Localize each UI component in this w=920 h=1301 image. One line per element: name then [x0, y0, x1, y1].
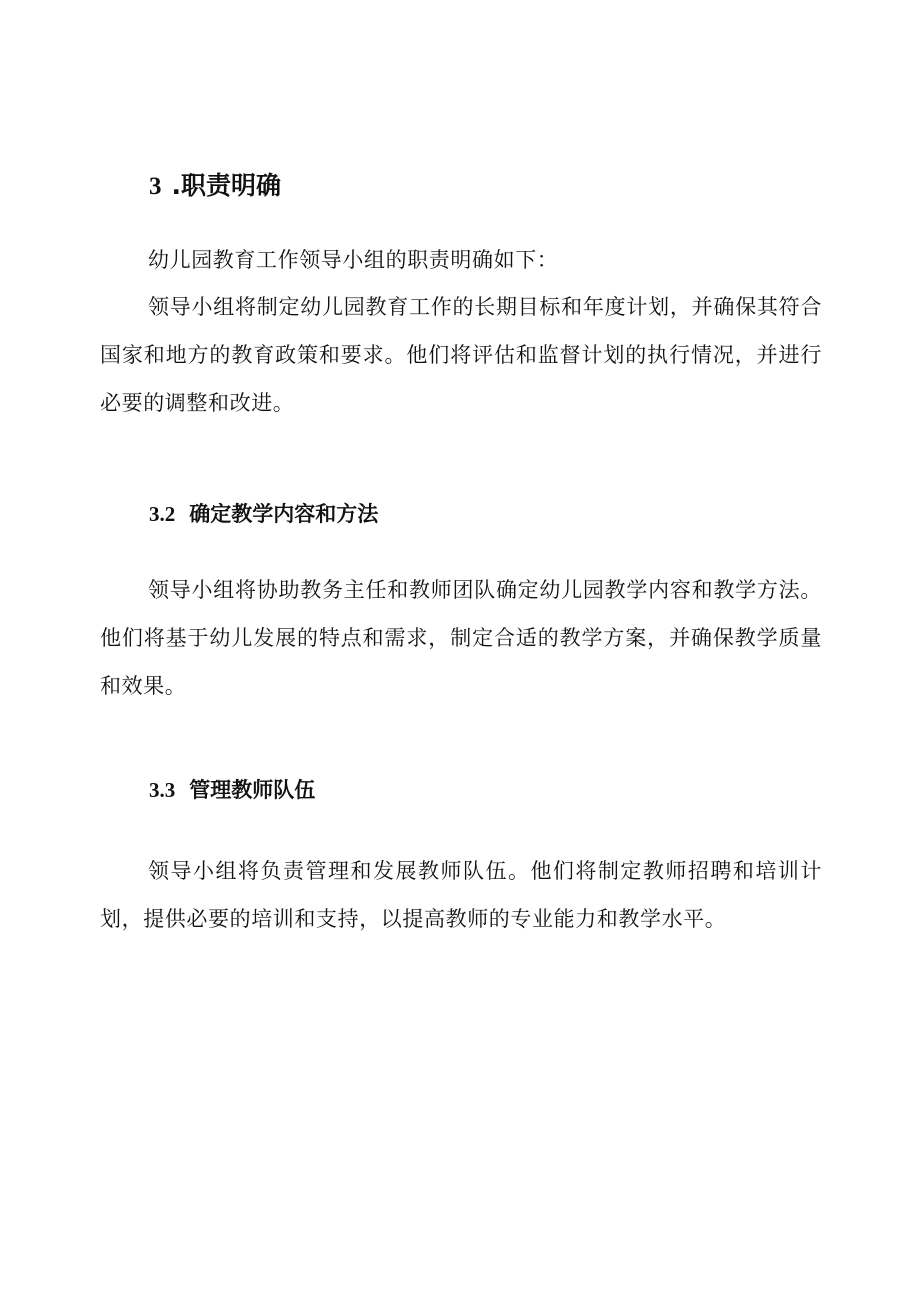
section-3-2-paragraph: 领导小组将协助教务主任和教师团队确定幼儿园教学内容和教学方法。他们将基于幼儿发展的特点和需求，制定合适的教学方案，并确保教学质量和效果。	[100, 578, 822, 698]
section-3-paragraph: 领导小组将制定幼儿园教育工作的长期目标和年度计划，并确保其符合国家和地方的教育政策和要求。他们将评估和监督计划的执行情况，并进行必要的调整和改进。	[100, 295, 822, 415]
section-3-2-number: 3.2	[149, 502, 176, 526]
section-3-heading	[149, 166, 281, 207]
section-3-number: 3	[149, 173, 162, 200]
section-3-2-heading	[149, 497, 378, 531]
section-3-3-title: 管理教师队伍	[189, 778, 316, 802]
section-3-3-paragraph: 领导小组将负责管理和发展教师队伍。他们将制定教师招聘和培训计划，提供必要的培训和支持，以提高教师的专业能力和教学水平。	[100, 859, 822, 931]
section-3-intro: 幼儿园教育工作领导小组的职责明确如下：	[148, 248, 559, 272]
section-3-2-title: 确定教学内容和方法	[189, 502, 379, 526]
section-3-3-number: 3.3	[149, 778, 176, 802]
section-3-3-heading	[149, 773, 315, 807]
section-3-title: .职责明确	[171, 171, 281, 200]
